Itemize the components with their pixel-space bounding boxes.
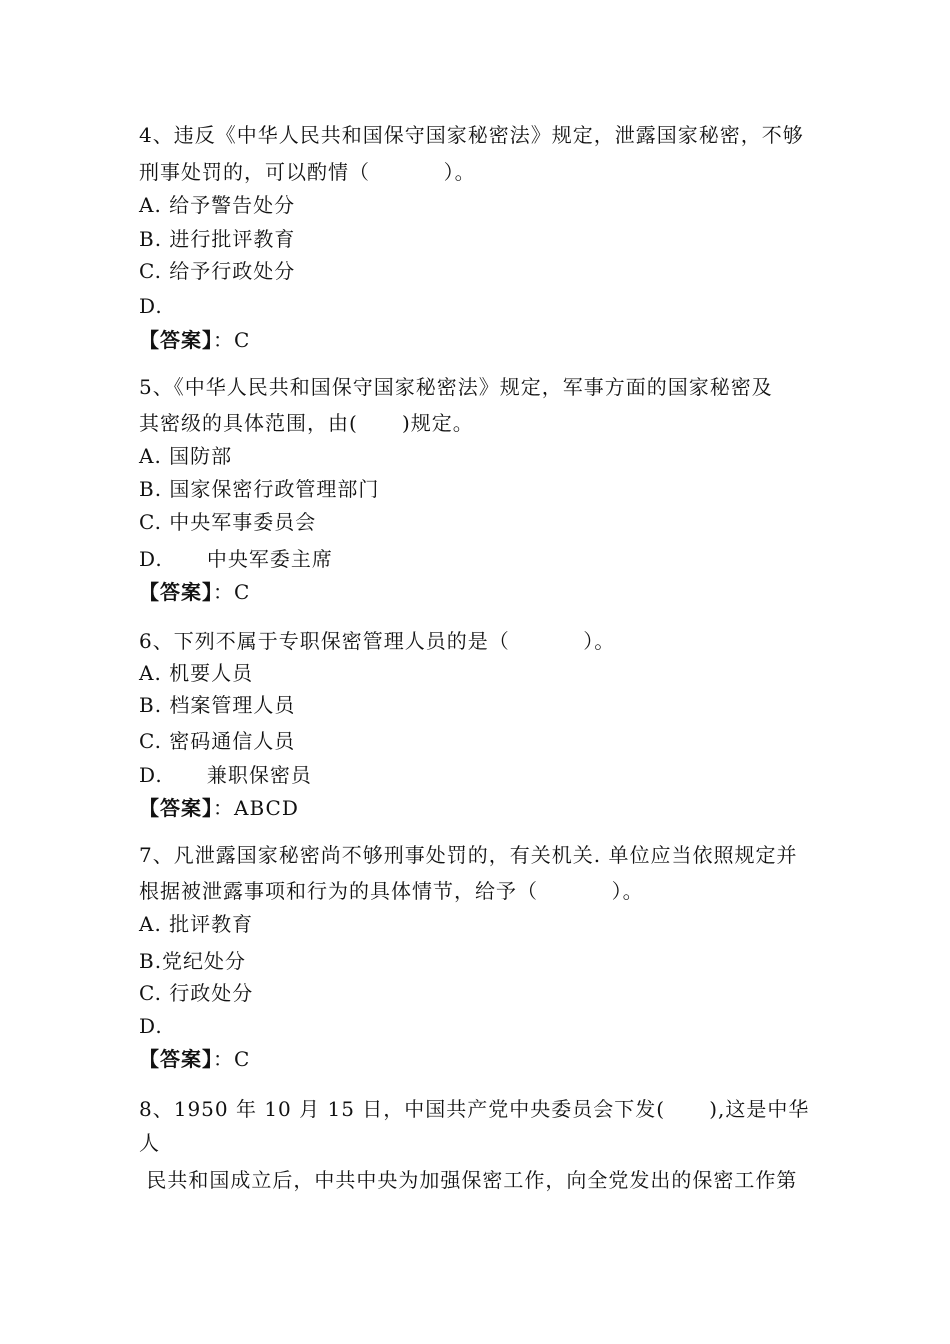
question-stem: 刑事处罚的，可以酌情（ ）。 <box>139 160 476 184</box>
answer-line <box>139 795 299 821</box>
option-b: B. 国家保密行政管理部门 <box>139 477 380 501</box>
answer-value: C <box>234 328 251 352</box>
option-d: D. 中央军委主席 <box>139 547 333 571</box>
answer-separator: ： <box>213 1047 234 1071</box>
answer-line <box>139 1046 250 1072</box>
answer-line <box>139 579 250 605</box>
question-stem: 根据被泄露事项和行为的具体情节，给予（ ）。 <box>139 879 644 903</box>
option-a: A. 国防部 <box>139 444 233 468</box>
answer-line <box>139 327 250 353</box>
question-stem: 民共和国成立后，中共中央为加强保密工作，向全党发出的保密工作第 <box>139 1168 798 1192</box>
option-d: D. <box>139 1014 163 1038</box>
option-b: B. 进行批评教育 <box>139 227 296 251</box>
answer-label: 【答案】 <box>139 796 213 820</box>
option-d: D. <box>139 294 163 318</box>
answer-label: 【答案】 <box>139 328 213 352</box>
question-stem: 7、凡泄露国家秘密尚不够刑事处罚的，有关机关. 单位应当依照规定并 <box>139 843 798 867</box>
option-a: A. 批评教育 <box>139 912 254 936</box>
answer-label: 【答案】 <box>139 1047 213 1071</box>
answer-value: ABCD <box>234 796 299 820</box>
option-c: C. 中央军事委员会 <box>139 510 317 534</box>
answer-label: 【答案】 <box>139 580 213 604</box>
question-stem: 4、违反《中华人民共和国保守国家秘密法》规定，泄露国家秘密，不够 <box>139 123 804 147</box>
answer-separator: ： <box>213 580 234 604</box>
option-b: B.党纪处分 <box>139 949 247 973</box>
option-c: C. 给予行政处分 <box>139 259 296 283</box>
question-stem: 6、下列不属于专职保密管理人员的是（ ）。 <box>139 629 616 653</box>
option-c: C. 密码通信人员 <box>139 729 296 753</box>
question-stem: 其密级的具体范围，由( )规定。 <box>139 411 474 435</box>
option-a: A. 给予警告处分 <box>139 193 296 217</box>
question-stem: 8、1950 年 10 月 15 日，中国共产党中央委员会下发( ),这是中华 <box>139 1097 810 1121</box>
answer-separator: ： <box>213 796 234 820</box>
question-stem: 人 <box>139 1131 160 1155</box>
option-d: D. 兼职保密员 <box>139 763 312 787</box>
option-b: B. 档案管理人员 <box>139 693 296 717</box>
answer-separator: ： <box>213 328 234 352</box>
option-c: C. 行政处分 <box>139 981 254 1005</box>
option-a: A. 机要人员 <box>139 661 254 685</box>
answer-value: C <box>234 580 251 604</box>
answer-value: C <box>234 1047 251 1071</box>
question-stem: 5、《中华人民共和国保守国家秘密法》规定，军事方面的国家秘密及 <box>139 375 773 399</box>
